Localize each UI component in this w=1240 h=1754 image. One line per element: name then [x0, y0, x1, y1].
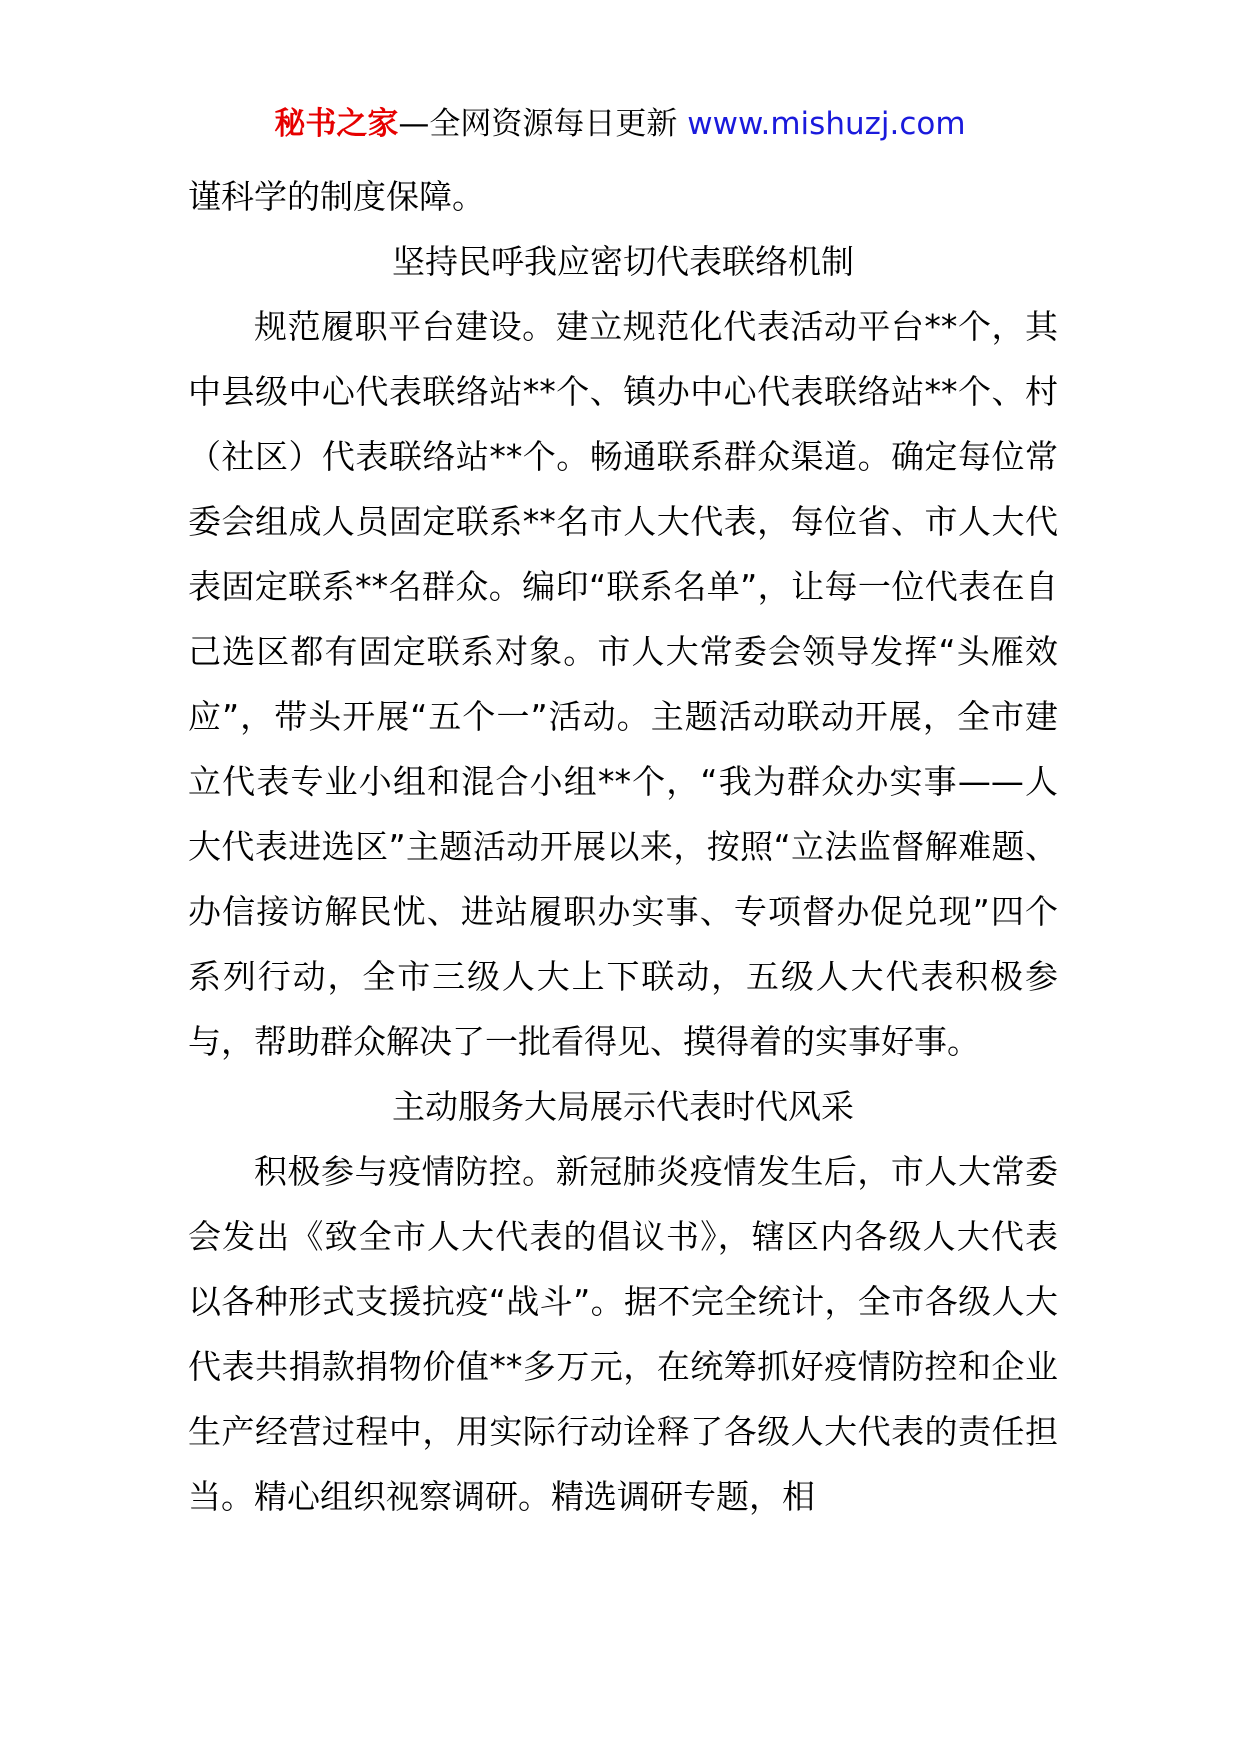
section-paragraph-service: 积极参与疫情防控。新冠肺炎疫情发生后，市人大常委会发出《致全市人大代表的倡议书》，辖区内各级人大代表以各种形式支援抗疫“战斗”。据不完全统计，全市各级人大代表共捐款捐物价值**多万元，在统筹抓好疫情防控和企业生产经营过程中，用实际行动诠释了各级人大代表的责任担当。精心组织视察调研。精选调研专题，相	[188, 1152, 1058, 1516]
header-tagline: —全网资源每日更新	[398, 106, 688, 142]
brand-name: 秘书之家	[274, 106, 399, 142]
continuation-paragraph: 谨科学的制度保障。	[188, 177, 485, 216]
section-heading-liaison: 坚持民呼我应密切代表联络机制	[392, 242, 854, 281]
document-body	[188, 164, 1058, 1529]
website-url[interactable]: www.mishuzj.com	[687, 106, 966, 142]
section-paragraph-liaison: 规范履职平台建设。建立规范化代表活动平台**个，其中县级中心代表联络站**个、镇办中心代表联络站**个、村（社区）代表联络站**个。畅通联系群众渠道。确定每位常委会组成人员固定联系**名市人大代表，每位省、市人大代表固定联系**名群众。编印“联系名单”，让每一位代表在自己选区都有固定联系对象。市人大常委会领导发挥“头雁效应”，带头开展“五个一”活动。主题活动联动开展，全市建立代表专业小组和混合小组**个，“我为群众办实事——人大代表进选区”主题活动开展以来，按照“立法监督解难题、办信接访解民忧、进站履职办实事、专项督办促兑现”四个系列行动，全市三级人大上下联动，五级人大代表积极参与，帮助群众解决了一批看得见、摸得着的实事好事。	[188, 307, 1058, 1061]
page-header	[0, 100, 1240, 148]
section-heading-service: 主动服务大局展示代表时代风采	[392, 1087, 854, 1126]
